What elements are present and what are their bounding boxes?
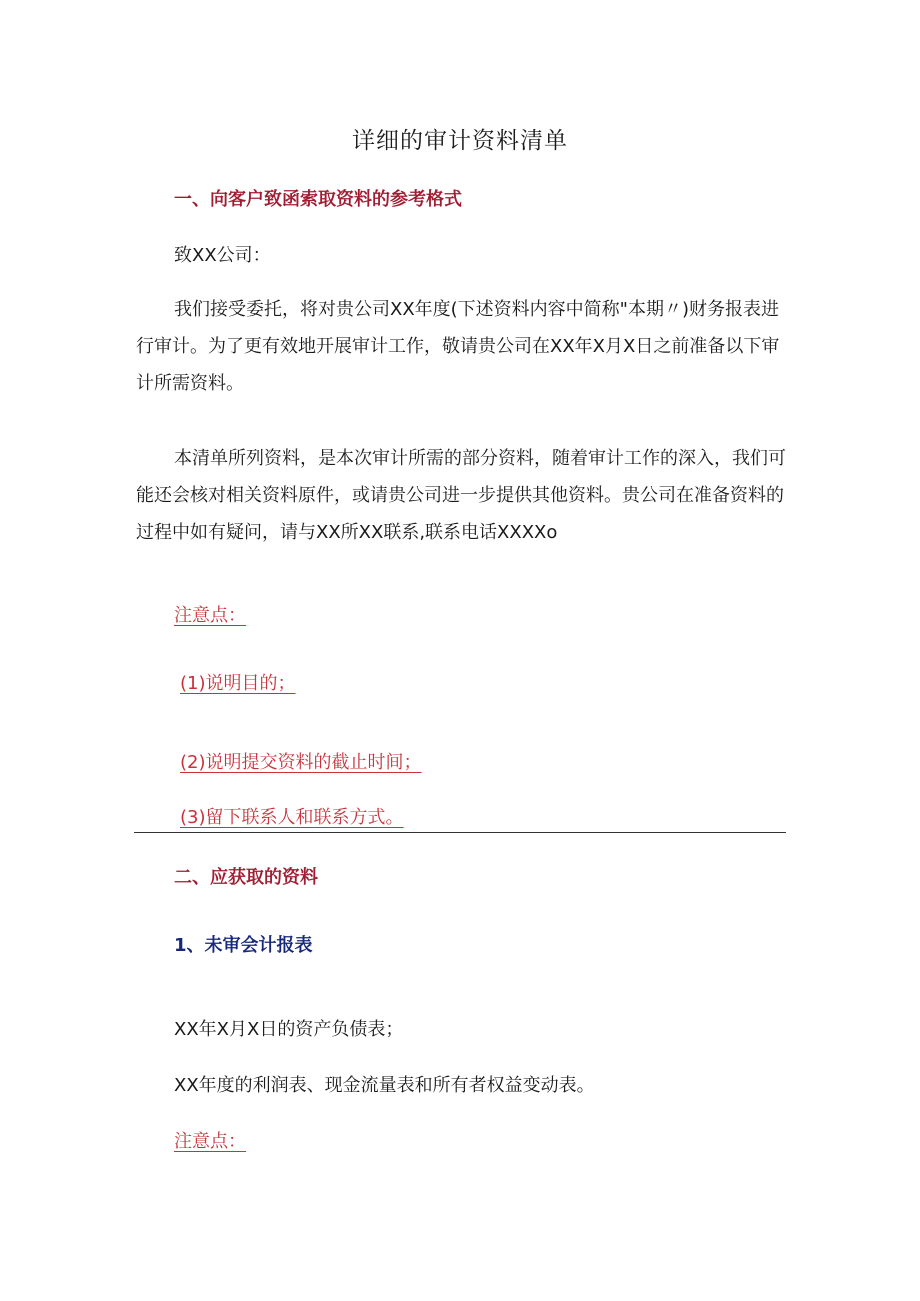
note-item-3: (3)留下联系人和联系方式。 [180, 807, 404, 828]
note-label-2: 注意点： [174, 1131, 246, 1152]
section-divider [134, 832, 786, 833]
list-item-balance-sheet: XX年X月X日的资产负债表； [174, 1019, 404, 1040]
note-label-1: 注意点： [174, 605, 246, 626]
subsection-1-heading: 1、未审会计报表 [174, 935, 313, 956]
list-item-statements: XX年度的利润表、现金流量表和所有者权益变动表。 [174, 1075, 595, 1096]
note-item-1: (1)说明目的； [180, 673, 296, 694]
section-2-heading: 二、应获取的资料 [174, 867, 318, 888]
section-1-heading: 一、向客户致函索取资料的参考格式 [174, 189, 462, 210]
note-item-2: (2)说明提交资料的截止时间； [180, 752, 422, 773]
document-title: 详细的审计资料清单 [352, 128, 568, 154]
paragraph-2: 本清单所列资料，是本次审计所需的部分资料，随着审计工作的深入，我们可能还会核对相关资料原件，或请贵公司进一步提供其他资料。贵公司在准备资料的过程中如有疑问，请与XX所XX联系,联系电话XXXXo [136, 448, 786, 543]
salutation: 致XX公司： [174, 245, 271, 266]
paragraph-1: 我们接受委托，将对贵公司XX年度(下述资料内容中简称"本期〃)财务报表进行审计。为了更有效地开展审计工作，敬请贵公司在XX年X月X日之前准备以下审计所需资料。 [136, 299, 780, 394]
